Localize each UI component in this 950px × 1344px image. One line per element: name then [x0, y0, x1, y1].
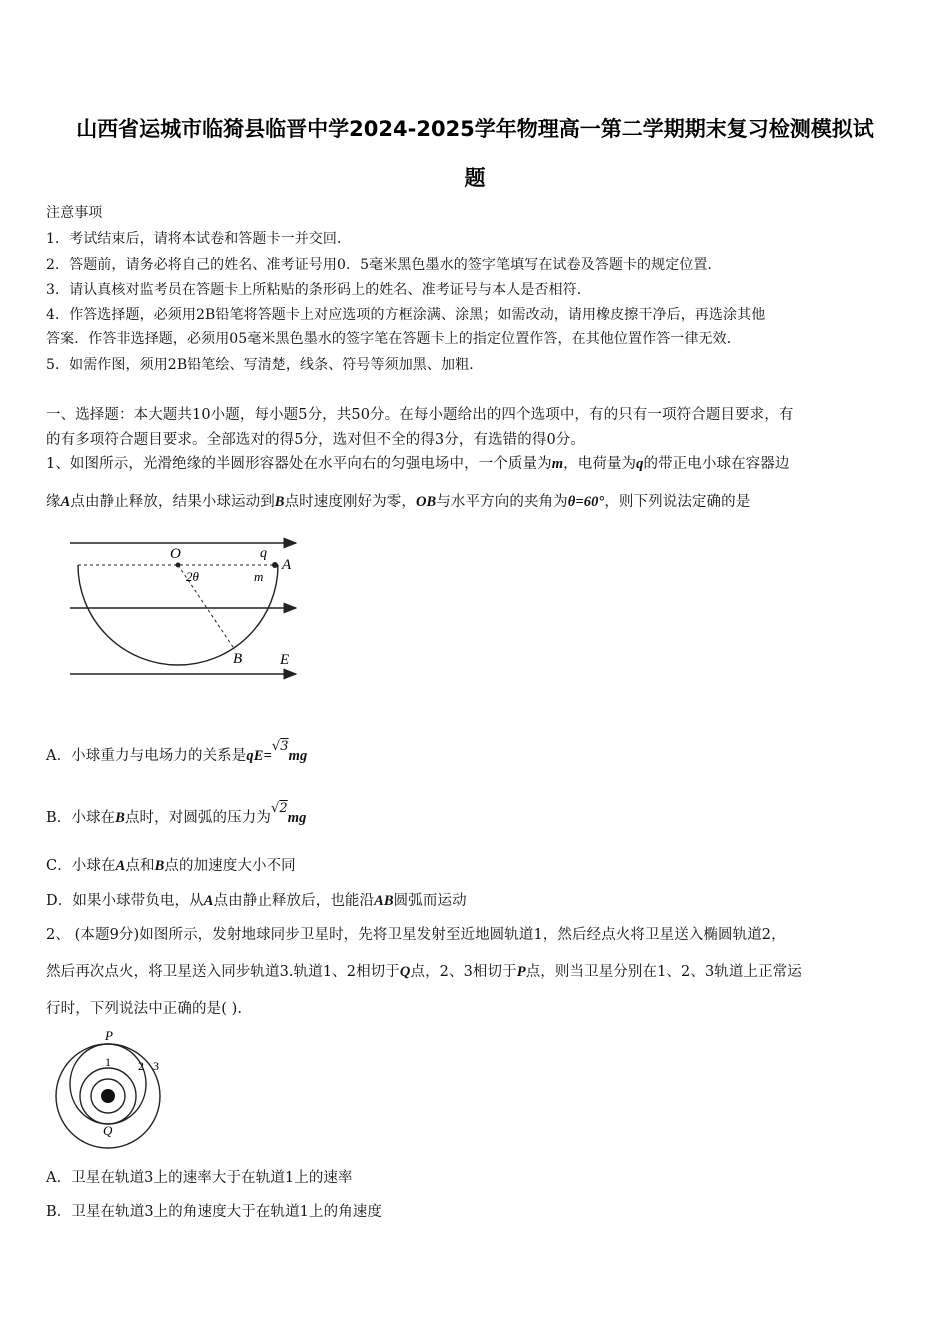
q1-option-d: D．如果小球带负电，从A点由静止释放后，也能沿AB圆弧而运动: [46, 893, 467, 909]
q2-orbit-figure: [50, 1025, 180, 1150]
q1-option-b: B．小球在B点时，对圆弧的压力为√2mg: [46, 801, 307, 826]
label-q: q: [260, 546, 267, 561]
center-point-o: [176, 563, 181, 568]
semicircle-container: [78, 565, 278, 665]
ball-at-a: [272, 562, 278, 568]
notice-item-5: 5．如需作图，须用2B铅笔绘、写清楚，线条、符号等须加黑、加粗．: [46, 357, 484, 373]
q1-stem-line2: 缘A点由静止释放，结果小球运动到B点时速度刚好为零，OB与水平方向的夹角为θ=60°，则下列说法定确的是: [46, 494, 751, 510]
q2-stem-line1: 2、 (本题9分)如图所示，发射地球同步卫星时，先将卫星发射至近地圆轨道1，然后经点火将卫星送入椭圆轨道2，: [46, 927, 786, 943]
q2-option-a: A．卫星在轨道3上的速率大于在轨道1上的速率: [46, 1170, 353, 1186]
label-b: B: [233, 651, 243, 667]
q1-option-a: A．小球重力与电场力的关系是qE=√3mg: [46, 739, 308, 764]
notice-heading: 注意事项: [46, 205, 103, 221]
q2-stem-line3: 行时，下列说法中正确的是( ).: [46, 1001, 243, 1017]
label-p: P: [105, 1028, 113, 1043]
label-e: E: [280, 652, 290, 668]
page-title-line1: 山西省运城市临猗县临晋中学2024-2025学年物理高一第二学期期末复习检测模拟试: [76, 117, 874, 141]
label-o: O: [170, 546, 181, 562]
notice-item-2: 2．答题前，请务必将自己的姓名、准考证号用0．5毫米黑色墨水的签字笔填写在试卷及答题卡的规定位置．: [46, 257, 722, 273]
label-angle: 2θ: [186, 569, 199, 584]
sqrt3: √3: [271, 739, 289, 754]
label-q: Q: [103, 1123, 113, 1138]
q1-stem-line1: 1、如图所示，光滑绝缘的半圆形容器处在水平向右的匀强电场中，一个质量为m，电荷量为q的带正电小球在容器边: [46, 456, 790, 472]
section-intro-line2: 的有多项符合题目要求。全部选对的得5分，选对但不全的得3分，有选错的得0分。: [46, 432, 585, 448]
notice-item-3: 3．请认真核对监考员在答题卡上所粘贴的条形码上的姓名、准考证号与本人是否相符．: [46, 282, 591, 298]
label-orbit-2: 2: [138, 1059, 144, 1073]
label-a: A: [282, 557, 292, 573]
sqrt2: √2: [270, 801, 288, 816]
label-orbit-3: 3: [153, 1059, 159, 1073]
page-title-line2: 题: [464, 166, 486, 190]
label-orbit-1: 1: [105, 1055, 111, 1069]
notice-item-4-cont: 答案．作答非选择题，必须用05毫米黑色墨水的签字笔在答题卡上的指定位置作答，在其他位置作答一律无效．: [46, 331, 741, 347]
q2-stem-line2: 然后再次点火，将卫星送入同步轨道3.轨道1、2相切于Q点，2、3相切于P点，则当卫星分别在1、2、3轨道上正常运: [46, 964, 802, 980]
label-m: m: [254, 569, 264, 584]
q1-option-c: C．小球在A点和B点的加速度大小不同: [46, 858, 296, 874]
earth: [101, 1089, 115, 1103]
notice-item-4: 4．作答选择题，必须用2B铅笔将答题卡上对应选项的方框涂满、涂黑；如需改动，请用橡皮擦干净后，再选涂其他: [46, 307, 766, 323]
notice-item-1: 1．考试结束后，请将本试卷和答题卡一并交回．: [46, 231, 352, 247]
section-intro-line1: 一、选择题：本大题共10小题，每小题5分，共50分。在每小题给出的四个选项中，有的只有一项符合题目要求，有: [46, 407, 794, 423]
q2-option-b: B．卫星在轨道3上的角速度大于在轨道1上的角速度: [46, 1204, 383, 1220]
q1-figure: [60, 530, 310, 690]
